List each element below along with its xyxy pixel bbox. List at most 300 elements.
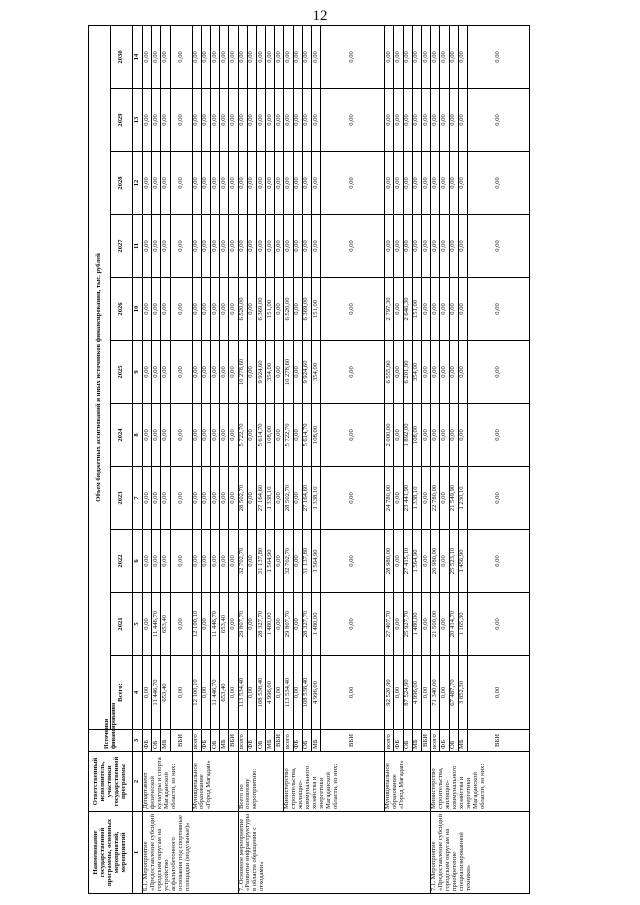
value-cell: 0,00: [201, 404, 210, 467]
value-cell: 0,00: [143, 656, 152, 730]
value-cell: 0,00: [440, 467, 449, 530]
source-cell: ОБ: [449, 730, 458, 752]
value-cell: 26 980,00: [431, 530, 440, 593]
value-cell: 0,00: [152, 278, 161, 341]
value-cell: 0,00: [421, 467, 430, 530]
header-year: 2028: [111, 152, 133, 215]
value-cell: 0,00: [421, 278, 430, 341]
value-cell: 0,00: [467, 89, 529, 152]
value-cell: 24 780,00: [385, 467, 394, 530]
value-cell: 0,00: [403, 89, 412, 152]
value-cell: 11 446,70: [210, 656, 219, 730]
value-cell: 0,00: [247, 25, 256, 88]
value-cell: 0,00: [201, 593, 210, 656]
value-cell: 0,00: [321, 89, 385, 152]
value-cell: 653,40: [161, 656, 170, 730]
value-cell: 0,00: [229, 25, 238, 88]
source-cell: МБ: [312, 730, 321, 752]
value-cell: 1 564,90: [266, 530, 275, 593]
value-cell: 1 338,10: [266, 467, 275, 530]
value-cell: 0,00: [394, 593, 403, 656]
value-cell: 0,00: [412, 25, 421, 88]
source-cell: МБ: [266, 730, 275, 752]
header-volume: Объем бюджетных ассигнований и иных источников финансирования, тыс. рублей: [89, 25, 111, 729]
value-cell: 0,00: [449, 89, 458, 152]
value-cell: 0,00: [220, 341, 229, 404]
value-cell: 0,00: [247, 593, 256, 656]
value-cell: 0,00: [229, 278, 238, 341]
value-cell: 0,00: [192, 278, 201, 341]
value-cell: 0,00: [449, 215, 458, 278]
value-cell: 0,00: [192, 152, 201, 215]
value-cell: 151,00: [312, 278, 321, 341]
source-cell: ОБ: [256, 730, 265, 752]
value-cell: 0,00: [394, 656, 403, 730]
value-cell: 0,00: [192, 215, 201, 278]
value-cell: 0,00: [275, 656, 284, 730]
value-cell: 0,00: [394, 341, 403, 404]
table-row: [431, 25, 440, 893]
value-cell: 0,00: [229, 89, 238, 152]
value-cell: 0,00: [302, 215, 311, 278]
value-cell: 0,00: [421, 25, 430, 88]
value-cell: 0,00: [275, 25, 284, 88]
value-cell: 0,00: [467, 530, 529, 593]
value-cell: 0,00: [170, 593, 192, 656]
page-number: 12: [312, 8, 328, 24]
value-cell: 0,00: [449, 404, 458, 467]
value-cell: 0,00: [220, 215, 229, 278]
value-cell: 0,00: [266, 89, 275, 152]
value-cell: 0,00: [201, 89, 210, 152]
value-cell: 0,00: [421, 593, 430, 656]
value-cell: 21 549,90: [449, 467, 458, 530]
value-cell: 0,00: [440, 89, 449, 152]
source-cell: всего: [238, 730, 247, 752]
value-cell: 0,00: [293, 341, 302, 404]
rotated-table-wrapper: [88, 26, 618, 894]
value-cell: 0,00: [440, 530, 449, 593]
header-name: Наименование государственной программы, основных мероприятий, мероприятий: [89, 812, 133, 894]
value-cell: 0,00: [170, 530, 192, 593]
value-cell: 0,00: [385, 89, 394, 152]
value-cell: 0,00: [293, 89, 302, 152]
source-cell: всего: [431, 730, 440, 752]
value-cell: 87 524,90: [403, 656, 412, 730]
value-cell: 0,00: [220, 89, 229, 152]
value-cell: 28 502,70: [284, 467, 293, 530]
value-cell: 0,00: [143, 152, 152, 215]
source-cell: ФБ: [247, 730, 256, 752]
value-cell: 0,00: [170, 656, 192, 730]
value-cell: 0,00: [321, 656, 385, 730]
value-cell: 29 807,70: [238, 593, 247, 656]
value-cell: 0,00: [467, 404, 529, 467]
value-cell: 0,00: [321, 152, 385, 215]
value-cell: 0,00: [458, 25, 467, 88]
value-cell: 0,00: [210, 25, 219, 88]
value-cell: 0,00: [394, 278, 403, 341]
header-year: 2027: [111, 215, 133, 278]
column-number: 3: [133, 730, 143, 752]
value-cell: 0,00: [312, 25, 321, 88]
column-number: 10: [133, 278, 143, 341]
value-cell: 0,00: [229, 341, 238, 404]
value-cell: 0,00: [284, 25, 293, 88]
value-cell: 0,00: [275, 152, 284, 215]
value-cell: 0,00: [247, 467, 256, 530]
value-cell: 0,00: [394, 404, 403, 467]
source-cell: ФБ: [201, 730, 210, 752]
value-cell: 27 407,70: [385, 593, 394, 656]
value-cell: 28 327,70: [302, 593, 311, 656]
value-cell: 0,00: [412, 89, 421, 152]
value-cell: 0,00: [192, 530, 201, 593]
value-cell: 0,00: [321, 530, 385, 593]
value-cell: 0,00: [229, 215, 238, 278]
column-number: 9: [133, 341, 143, 404]
value-cell: 0,00: [210, 89, 219, 152]
source-cell: всего: [284, 730, 293, 752]
value-cell: 3 852,30: [458, 656, 467, 730]
value-cell: 1 456,90: [458, 530, 467, 593]
value-cell: 0,00: [284, 215, 293, 278]
value-cell: 0,00: [161, 152, 170, 215]
value-cell: 0,00: [152, 25, 161, 88]
value-cell: 0,00: [321, 404, 385, 467]
value-cell: 0,00: [458, 341, 467, 404]
source-cell: ВБИ: [421, 730, 430, 752]
value-cell: 6 555,90: [385, 341, 394, 404]
value-cell: 0,00: [394, 530, 403, 593]
value-cell: 0,00: [431, 25, 440, 88]
value-cell: 0,00: [385, 25, 394, 88]
value-cell: 0,00: [321, 215, 385, 278]
column-number: 2: [133, 752, 143, 812]
value-cell: 0,00: [467, 215, 529, 278]
value-cell: 1 230,10: [458, 467, 467, 530]
value-cell: 0,00: [238, 25, 247, 88]
value-cell: 0,00: [312, 152, 321, 215]
value-cell: 23 441,90: [403, 467, 412, 530]
value-cell: 1 480,00: [312, 593, 321, 656]
value-cell: 0,00: [201, 278, 210, 341]
value-cell: 0,00: [143, 593, 152, 656]
value-cell: 0,00: [247, 215, 256, 278]
value-cell: 0,00: [170, 404, 192, 467]
column-number: 14: [133, 25, 143, 88]
value-cell: 4 996,00: [412, 656, 421, 730]
value-cell: 0,00: [275, 593, 284, 656]
header-year: 2029: [111, 89, 133, 152]
value-cell: 0,00: [403, 25, 412, 88]
source-cell: ОБ: [210, 730, 219, 752]
value-cell: 0,00: [247, 278, 256, 341]
value-cell: 5 614,70: [256, 404, 265, 467]
header-year: 2021: [111, 593, 133, 656]
value-cell: 653,40: [220, 593, 229, 656]
column-number-row: [133, 25, 143, 893]
source-cell: ВБИ: [170, 730, 192, 752]
value-cell: 0,00: [421, 341, 430, 404]
value-cell: 0,00: [458, 404, 467, 467]
value-cell: 0,00: [275, 467, 284, 530]
value-cell: 12 100,10: [192, 593, 201, 656]
value-cell: 0,00: [152, 404, 161, 467]
value-cell: 0,00: [302, 89, 311, 152]
value-cell: 0,00: [256, 152, 265, 215]
value-cell: 0,00: [192, 89, 201, 152]
column-number: 4: [133, 656, 143, 730]
source-cell: ВБИ: [275, 730, 284, 752]
value-cell: 0,00: [143, 341, 152, 404]
value-cell: 0,00: [394, 89, 403, 152]
column-number: 1: [133, 812, 143, 894]
value-cell: 108 538,40: [256, 656, 265, 730]
activity-name-cell: 6.1. Мероприятие «Предоставление субсидий городским округам на устройство асфальтобетонного основания под спортивные площадки (модульные)»: [143, 812, 239, 894]
header-total: Всего:: [111, 656, 133, 730]
value-cell: 0,00: [293, 152, 302, 215]
value-cell: 0,00: [247, 404, 256, 467]
source-cell: ВБИ: [467, 730, 529, 752]
value-cell: 0,00: [229, 152, 238, 215]
value-cell: 0,00: [321, 341, 385, 404]
value-cell: 0,00: [210, 278, 219, 341]
value-cell: 108 538,40: [302, 656, 311, 730]
value-cell: 1 480,00: [266, 593, 275, 656]
value-cell: 0,00: [152, 467, 161, 530]
value-cell: 0,00: [440, 25, 449, 88]
value-cell: 0,00: [161, 278, 170, 341]
value-cell: 0,00: [192, 25, 201, 88]
value-cell: 1 480,00: [412, 593, 421, 656]
value-cell: 0,00: [440, 278, 449, 341]
value-cell: 92 520,90: [385, 656, 394, 730]
value-cell: 0,00: [161, 25, 170, 88]
value-cell: 0,00: [293, 530, 302, 593]
value-cell: 0,00: [152, 215, 161, 278]
value-cell: 0,00: [440, 656, 449, 730]
value-cell: 113 534,40: [284, 656, 293, 730]
header-source: Источники финансирования: [89, 730, 133, 752]
value-cell: 0,00: [201, 467, 210, 530]
value-cell: 10 278,60: [284, 341, 293, 404]
value-cell: 0,00: [192, 467, 201, 530]
source-cell: ОБ: [403, 730, 412, 752]
value-cell: 0,00: [458, 215, 467, 278]
value-cell: 25 523,10: [449, 530, 458, 593]
value-cell: 6 520,00: [284, 278, 293, 341]
value-cell: 31 137,80: [256, 530, 265, 593]
value-cell: 0,00: [161, 341, 170, 404]
activity-name-cell: 7.1. Мероприятие «Предоставление субсидий городским округам на приобретение специализированной техники»: [431, 812, 530, 894]
value-cell: 28 327,70: [256, 593, 265, 656]
value-cell: 0,00: [467, 593, 529, 656]
value-cell: 0,00: [201, 656, 210, 730]
value-cell: 0,00: [293, 593, 302, 656]
value-cell: 0,00: [321, 25, 385, 88]
value-cell: 67 487,70: [449, 656, 458, 730]
value-cell: 0,00: [431, 341, 440, 404]
value-cell: 2 797,30: [385, 278, 394, 341]
value-cell: 31 137,80: [302, 530, 311, 593]
column-number: 7: [133, 467, 143, 530]
value-cell: 0,00: [201, 530, 210, 593]
source-cell: ФБ: [440, 730, 449, 752]
value-cell: 0,00: [161, 530, 170, 593]
source-cell: ФБ: [293, 730, 302, 752]
value-cell: 0,00: [421, 89, 430, 152]
header-year: 2022: [111, 530, 133, 593]
value-cell: 0,00: [458, 152, 467, 215]
value-cell: 0,00: [385, 215, 394, 278]
value-cell: 0,00: [161, 215, 170, 278]
value-cell: 0,00: [467, 25, 529, 88]
activity-name-cell: 7. Основное мероприятие «Развитие инфраструктуры в области обращения с отходами»: [238, 812, 431, 894]
header-year: 2024: [111, 404, 133, 467]
column-number: 12: [133, 152, 143, 215]
source-cell: ВБИ: [229, 730, 238, 752]
value-cell: 0,00: [143, 278, 152, 341]
value-cell: 9 924,60: [302, 341, 311, 404]
value-cell: 653,40: [220, 656, 229, 730]
value-cell: 0,00: [275, 89, 284, 152]
value-cell: 2 646,30: [403, 278, 412, 341]
value-cell: 151,00: [266, 278, 275, 341]
value-cell: 0,00: [192, 341, 201, 404]
value-cell: 1 564,90: [312, 530, 321, 593]
value-cell: 0,00: [440, 215, 449, 278]
value-cell: 9 924,60: [256, 341, 265, 404]
value-cell: 0,00: [440, 152, 449, 215]
value-cell: 0,00: [321, 593, 385, 656]
value-cell: 27 415,10: [403, 530, 412, 593]
value-cell: 0,00: [385, 152, 394, 215]
value-cell: 0,00: [210, 215, 219, 278]
value-cell: 0,00: [458, 89, 467, 152]
value-cell: 0,00: [220, 467, 229, 530]
value-cell: 0,00: [143, 25, 152, 88]
value-cell: 0,00: [467, 278, 529, 341]
value-cell: 0,00: [170, 25, 192, 88]
value-cell: 1 165,30: [458, 593, 467, 656]
source-cell: МБ: [412, 730, 421, 752]
value-cell: 0,00: [161, 467, 170, 530]
value-cell: 0,00: [143, 404, 152, 467]
value-cell: 5 722,70: [284, 404, 293, 467]
value-cell: 0,00: [431, 215, 440, 278]
value-cell: 0,00: [275, 278, 284, 341]
value-cell: 0,00: [229, 656, 238, 730]
value-cell: 0,00: [275, 341, 284, 404]
value-cell: 0,00: [161, 89, 170, 152]
value-cell: 0,00: [152, 341, 161, 404]
value-cell: 4 996,00: [312, 656, 321, 730]
column-number: 8: [133, 404, 143, 467]
value-cell: 0,00: [247, 656, 256, 730]
value-cell: 0,00: [284, 89, 293, 152]
value-cell: 0,00: [210, 530, 219, 593]
value-cell: 0,00: [170, 278, 192, 341]
value-cell: 1 564,90: [412, 530, 421, 593]
table-row: [385, 25, 394, 893]
value-cell: 0,00: [440, 404, 449, 467]
value-cell: 0,00: [220, 152, 229, 215]
value-cell: 0,00: [440, 593, 449, 656]
source-cell: МБ: [161, 730, 170, 752]
value-cell: 0,00: [210, 341, 219, 404]
value-cell: 0,00: [302, 25, 311, 88]
column-number: 11: [133, 215, 143, 278]
column-number: 6: [133, 530, 143, 593]
value-cell: 0,00: [170, 215, 192, 278]
value-cell: 0,00: [238, 89, 247, 152]
value-cell: 0,00: [449, 25, 458, 88]
value-cell: 0,00: [394, 467, 403, 530]
value-cell: 0,00: [275, 530, 284, 593]
value-cell: 1 338,10: [312, 467, 321, 530]
value-cell: 0,00: [284, 152, 293, 215]
value-cell: 0,00: [275, 215, 284, 278]
value-cell: 0,00: [170, 89, 192, 152]
value-cell: 0,00: [220, 278, 229, 341]
value-cell: 0,00: [229, 404, 238, 467]
responsible-cell: Муниципальное образование «Город Магадан»: [385, 752, 431, 812]
value-cell: 0,00: [201, 341, 210, 404]
value-cell: 0,00: [201, 152, 210, 215]
value-cell: 0,00: [458, 278, 467, 341]
source-cell: МБ: [458, 730, 467, 752]
responsible-cell: Департамент физической культуры и спорта Магаданской области, из них:: [143, 752, 193, 812]
value-cell: 0,00: [394, 215, 403, 278]
value-cell: 0,00: [293, 215, 302, 278]
value-cell: 0,00: [256, 215, 265, 278]
value-cell: 11 446,70: [152, 656, 161, 730]
value-cell: 0,00: [421, 152, 430, 215]
value-cell: 0,00: [394, 152, 403, 215]
value-cell: 0,00: [293, 404, 302, 467]
value-cell: 0,00: [421, 656, 430, 730]
table-row: [238, 25, 247, 893]
source-cell: всего: [385, 730, 394, 752]
value-cell: 0,00: [449, 278, 458, 341]
column-number: 13: [133, 89, 143, 152]
value-cell: 12 100,10: [192, 656, 201, 730]
value-cell: 27 164,60: [256, 467, 265, 530]
value-cell: 0,00: [312, 89, 321, 152]
value-cell: 0,00: [229, 467, 238, 530]
value-cell: 29 807,70: [284, 593, 293, 656]
responsible-cell: Всего по основному мероприятию:: [238, 752, 284, 812]
value-cell: 0,00: [170, 152, 192, 215]
value-cell: 0,00: [467, 467, 529, 530]
value-cell: 28 502,70: [238, 467, 247, 530]
value-cell: 354,00: [312, 341, 321, 404]
value-cell: 0,00: [293, 467, 302, 530]
table-row: [143, 25, 152, 893]
value-cell: 6 369,00: [302, 278, 311, 341]
value-cell: 28 980,00: [385, 530, 394, 593]
value-cell: 6 201,90: [403, 341, 412, 404]
value-cell: 0,00: [143, 467, 152, 530]
value-cell: 0,00: [152, 89, 161, 152]
value-cell: 1 338,10: [412, 467, 421, 530]
value-cell: 0,00: [321, 278, 385, 341]
value-cell: 0,00: [312, 215, 321, 278]
value-cell: 22 780,00: [431, 467, 440, 530]
value-cell: 4 996,00: [266, 656, 275, 730]
table-stage: [88, 26, 618, 894]
